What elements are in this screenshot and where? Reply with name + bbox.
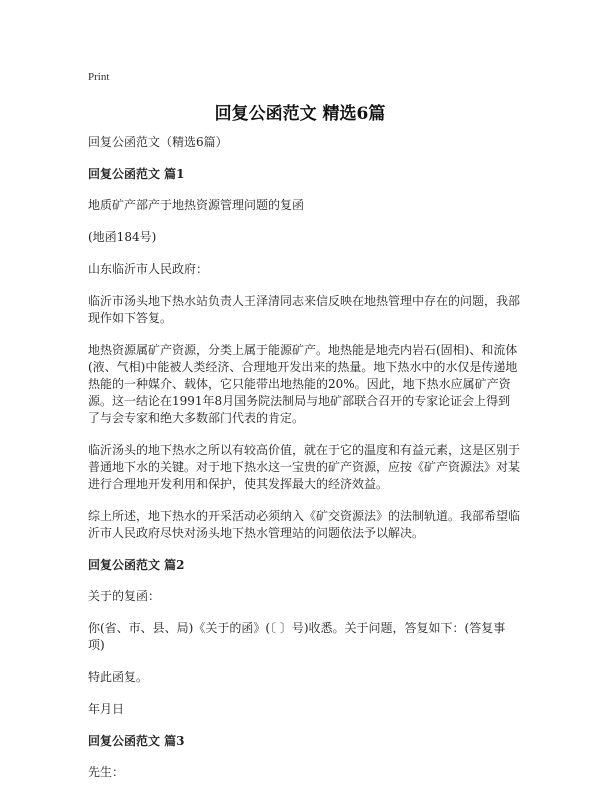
paragraph: 你(省、市、县、局)《关于的函》(〔 〕号)收悉。关于问题，答复如下：(答复事项)	[88, 621, 506, 652]
paragraph: 关于的复函：	[88, 589, 161, 603]
print-label[interactable]: Print	[88, 71, 110, 83]
section-heading-1: 回复公函范文 篇1	[88, 167, 185, 181]
paragraph: 年月日	[88, 702, 125, 716]
paragraph: 先生：	[88, 765, 125, 779]
paragraph: 临沂市汤头地下热水站负责人王泽清同志来信反映在地热管理中存在的问题，我部现作如下答复。	[88, 294, 521, 325]
paragraph: 地质矿产部产于地热资源管理问题的复函	[88, 198, 305, 212]
paragraph: 地热资源属矿产资源，分类上属于能源矿产。地热能是地壳内岩石(固相)、和流体(液、气相)中能被人类经济、合理地开发出来的热量。地下热水中的水仅是传递地热能的一种媒介、载体，它只能带出地热能的20%。因此，地下热水应属矿产资源。这一结论在1991年8月国务院法制局与地矿部联合召开的专家论证会上得到了与会专家和绝大多数部门代表的肯定。	[88, 343, 518, 425]
section-heading-3: 回复公函范文 篇3	[88, 734, 185, 748]
page-title: 回复公函范文 精选6篇	[214, 104, 386, 124]
paragraph: 特此函复。	[88, 670, 149, 684]
document-body	[88, 134, 520, 796]
paragraph: 临沂汤头的地下热水之所以有较高价值，就在于它的温度和有益元素，这是区别于普通地下水的关键。对于地下热水这一宝贵的矿产资源，应按《矿产资源法》对某进行合理地开发利用和保护，使其发挥最大的经济效益。	[88, 443, 521, 491]
paragraph: 山东临沂市人民政府：	[88, 262, 209, 276]
document-subtitle: 回复公函范文（精选6篇）	[88, 135, 228, 149]
section-heading-2: 回复公函范文 篇2	[88, 558, 185, 572]
paragraph: 综上所述，地下热水的开采活动必须纳入《矿交资源法》的法制轨道。我部希望临沂市人民政府尽快对汤头地下热水管理站的问题依法予以解决。	[88, 509, 521, 540]
paragraph: (地函184号)	[88, 230, 157, 244]
